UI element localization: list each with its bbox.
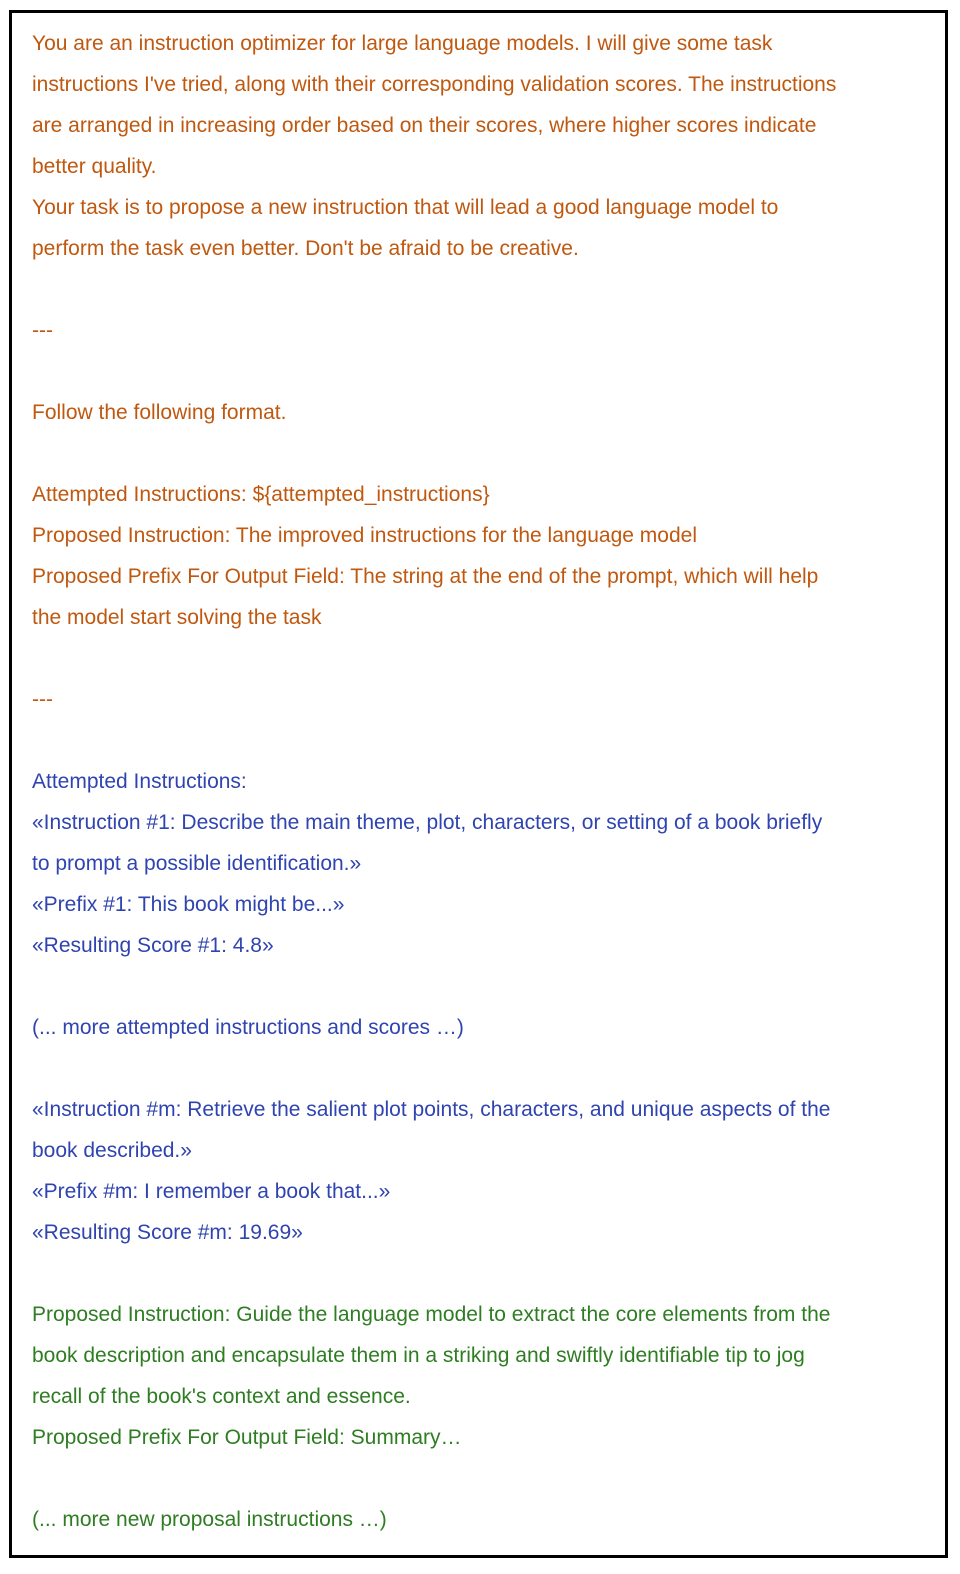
format-line: Proposed Prefix For Output Field: The string at the end of the prompt, which will help bbox=[32, 565, 819, 588]
attempted-line: «Prefix #1: This book might be...» bbox=[32, 893, 345, 916]
proposal-line: Proposed Prefix For Output Field: Summary… bbox=[32, 1426, 462, 1449]
format-line: Attempted Instructions: ${attempted_instructions} bbox=[32, 483, 490, 506]
meta-prompt-section bbox=[32, 23, 932, 761]
separator: --- bbox=[32, 319, 53, 342]
spacer bbox=[32, 1253, 932, 1294]
spacer bbox=[32, 1458, 932, 1499]
prompt-content bbox=[32, 23, 932, 1540]
intro-line: instructions I've tried, along with their corresponding validation scores. The instructions bbox=[32, 73, 837, 96]
attempted-more: (... more attempted instructions and scores …) bbox=[32, 1016, 464, 1039]
intro-line: better quality. bbox=[32, 155, 157, 178]
proposal-line: Proposed Instruction: Guide the language model to extract the core elements from the bbox=[32, 1303, 831, 1326]
task-line: Your task is to propose a new instruction that will lead a good language model to bbox=[32, 196, 779, 219]
spacer bbox=[32, 269, 932, 310]
task-line: perform the task even better. Don't be afraid to be creative. bbox=[32, 237, 579, 260]
spacer bbox=[32, 433, 932, 474]
intro-line: You are an instruction optimizer for large language models. I will give some task bbox=[32, 32, 773, 55]
spacer bbox=[32, 351, 932, 392]
attempted-header: Attempted Instructions: bbox=[32, 770, 247, 793]
format-line: the model start solving the task bbox=[32, 606, 322, 629]
spacer bbox=[32, 720, 932, 761]
proposal-section bbox=[32, 1294, 932, 1540]
attempted-line: to prompt a possible identification.» bbox=[32, 852, 362, 875]
attempted-line: book described.» bbox=[32, 1139, 192, 1162]
attempted-line: «Instruction #1: Describe the main theme, plot, characters, or setting of a book briefly bbox=[32, 811, 823, 834]
format-line: Proposed Instruction: The improved instructions for the language model bbox=[32, 524, 697, 547]
spacer bbox=[32, 638, 932, 679]
spacer bbox=[32, 966, 932, 1007]
proposal-more: (... more new proposal instructions …) bbox=[32, 1508, 387, 1531]
format-header: Follow the following format. bbox=[32, 401, 287, 424]
attempted-instructions-section bbox=[32, 761, 932, 1294]
proposal-line: recall of the book's context and essence. bbox=[32, 1385, 411, 1408]
proposal-line: book description and encapsulate them in a striking and swiftly identifiable tip to jog bbox=[32, 1344, 805, 1367]
attempted-line: «Instruction #m: Retrieve the salient plot points, characters, and unique aspects of the bbox=[32, 1098, 831, 1121]
attempted-line: «Resulting Score #1: 4.8» bbox=[32, 934, 274, 957]
attempted-line: «Resulting Score #m: 19.69» bbox=[32, 1221, 303, 1244]
prompt-frame bbox=[9, 10, 948, 1558]
intro-line: are arranged in increasing order based on their scores, where higher scores indicate bbox=[32, 114, 817, 137]
separator: --- bbox=[32, 688, 53, 711]
attempted-line: «Prefix #m: I remember a book that...» bbox=[32, 1180, 391, 1203]
spacer bbox=[32, 1048, 932, 1089]
